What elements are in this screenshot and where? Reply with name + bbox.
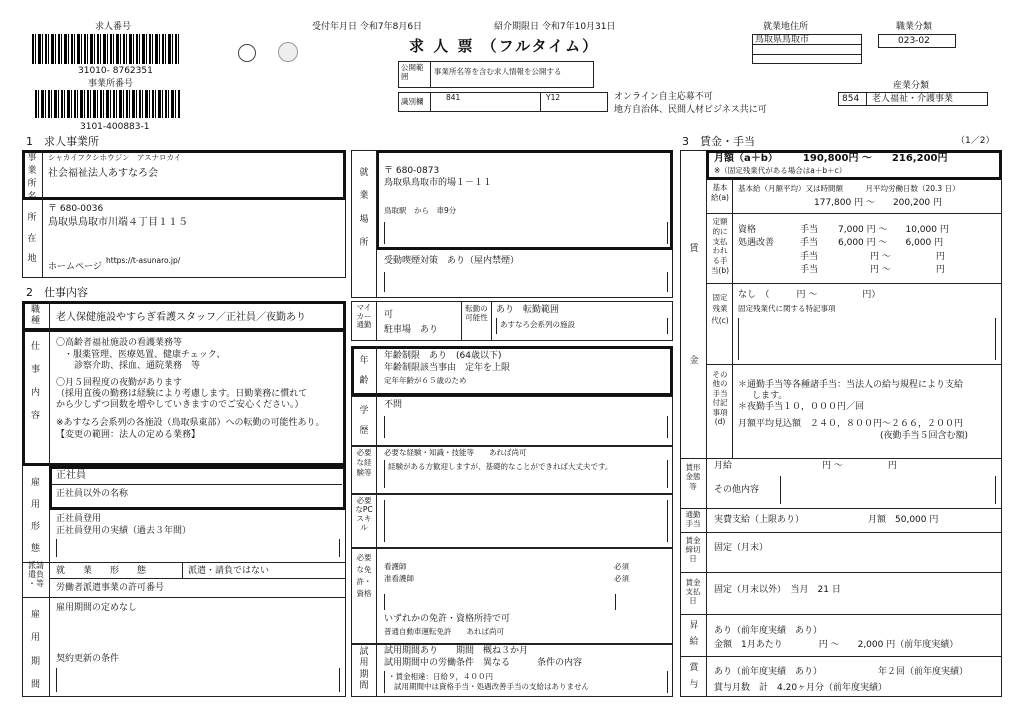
sonota-4: (夜勤手当５回含む額) <box>880 431 969 441</box>
jigyosho-bango-label: 事業所番号 <box>88 79 134 89</box>
kikan-label: 雇 用 期 間 <box>30 610 40 691</box>
teate-t-2: 手当 <box>800 238 819 248</box>
chiho-text: 地方自治体、民間人材ビジネス共に可 <box>614 105 767 115</box>
kihon-value: 177,800 円 〜 200,200 円 <box>814 198 943 208</box>
shokyu-label: 昇 給 <box>689 621 699 648</box>
age-line-1: 年齢制限 あり (64歳以下) <box>384 351 502 361</box>
shiyo-label: 試 用 期 間 <box>359 647 369 691</box>
parking: 駐車場 あり <box>384 325 439 335</box>
keiken-line-2: 経験がある方歓迎しますが、基礎的なことができれば大丈夫です。 <box>388 462 613 471</box>
kokai-value: 事業所名等を含む求人情報を公開する <box>434 67 562 76</box>
kotei: なし （ 円 〜 円） <box>738 290 881 300</box>
koshin: 契約更新の条件 <box>56 654 120 664</box>
menkyo-label: 必要な免許・資格 <box>356 553 372 598</box>
kyujin-bango-label: 求人番号 <box>95 22 132 32</box>
menkyo-name-1: 看護師 <box>384 562 407 571</box>
koyo: 正社員 <box>56 470 86 481</box>
gakureki: 不問 <box>384 400 403 410</box>
menkyo-req-1: 必須 <box>614 562 629 571</box>
barcode-icon <box>32 34 180 64</box>
kotei-label: 固定残業代(c) <box>711 293 729 325</box>
smoke: 受動喫煙対策 あり（屋内禁煙） <box>384 256 520 266</box>
age-line-2: 年齢制限該当事由 定年を上限 <box>384 363 511 373</box>
jigyosho-name: 社会福祉法人あすなろ会 <box>48 168 158 179</box>
naiyo-line-4: 〇月５回程度の夜勤があります <box>56 378 183 388</box>
tenkin-range: あすなろ会系列の施設 <box>500 320 575 329</box>
shikibetsu-1: 841 <box>446 93 461 102</box>
sangyo-code: 854 <box>842 94 860 104</box>
sec1-title: 1 求人事業所 <box>26 135 99 148</box>
shokyu-2: 金額 1月あたり 円 〜 2,000 円（前年度実績） <box>714 640 959 650</box>
naiyo-line-8: 【変更の範囲：法人の定める業務】 <box>56 430 201 440</box>
shikibetsu-label: 識別欄 <box>401 97 424 106</box>
shoyo-2: 賞与月数 計 4.20ヶ月分（前年度実績） <box>714 683 888 693</box>
sonota-1b: します。 <box>752 391 788 401</box>
hp-link[interactable]: https://t-asunaro.jp/ <box>106 256 181 265</box>
naiyo-line-3: 診察介助、採血、通院業務 等 <box>74 361 201 371</box>
sonota-label: その他の手当付記事項(d) <box>712 370 728 426</box>
jigyosho-kana: シャカイフクシホウジン アスナロカイ <box>48 153 182 162</box>
teate-v-3: 円 〜 円 <box>870 252 945 262</box>
menkyo-req-2: 必須 <box>614 574 629 583</box>
sonota-naiyo: その他内容 <box>714 485 760 495</box>
shugyo-value: 鳥取県鳥取市 <box>755 35 810 45</box>
keiken-line-1: 必要な経験・知識・技能等 あれば尚可 <box>384 448 527 457</box>
age-line-3: 定年年齢が６５歳のため <box>384 376 467 385</box>
shiyo-line-2: 試用期間中の労働条件 異なる 条件の内容 <box>384 658 583 668</box>
addr: 鳥取県鳥取市川端４丁目１１５ <box>48 217 188 228</box>
hp-label: ホームページ <box>48 262 102 272</box>
mycar-value: 可 <box>384 310 394 320</box>
keitai-label: 賃形金態等 <box>685 463 701 491</box>
tsukin-label: 通勤手当 <box>685 510 701 528</box>
tsukin: 実費支給（上限あり） <box>714 515 805 525</box>
shimekiri: 固定（月末） <box>714 543 769 553</box>
kotei-note: 固定残業代に関する特記事項 <box>738 304 836 313</box>
sec2-title: 2 仕事内容 <box>26 286 88 299</box>
page-title: 求 人 票 （フルタイム） <box>409 37 600 55</box>
shokyu-1: あり（前年度実績 あり） <box>714 626 823 636</box>
tenkin-label: 転勤の可能性 <box>465 304 488 322</box>
jigyosho-bango: 3101-400883-1 <box>80 122 150 132</box>
menkyo-name-2: 准看護師 <box>384 574 414 583</box>
teigaku-label: 定額的に支払われる手当(b) <box>710 217 730 275</box>
age-label: 年 齢 <box>359 356 369 386</box>
naiyo-line-7: ※あすなろ会系列の各施設（鳥取県東部）への転勤の可能性あり。 <box>56 418 325 428</box>
shokugyo-label: 職業分類 <box>896 22 933 32</box>
teate-name-2: 処遇改善 <box>738 238 775 248</box>
tenkin: あり 転勤範囲 <box>496 305 560 315</box>
sonota-1: ＊通勤手当等各種諸手当：当法人の給与規程により支給 <box>738 380 964 390</box>
haken-value: 派遣・請負ではない <box>188 566 270 576</box>
kin-label: 金 <box>689 356 699 366</box>
barcode-icon <box>35 90 180 118</box>
naiyo-label: 仕 事 内 容 <box>30 342 40 421</box>
online-text: オンライン自主応募不可 <box>614 92 713 102</box>
shimekiri-label: 賃金締切日 <box>685 536 701 563</box>
keiken-label: 必要な経験等 <box>356 448 372 478</box>
kihon-label: 基本給(a) <box>711 183 729 203</box>
menkyo-car: 普通自動車運転免許 あれば尚可 <box>384 627 504 636</box>
teate-v-4: 円 〜 円 <box>870 265 945 275</box>
shiharai-label: 賃金支払日 <box>685 578 701 605</box>
kikan: 雇用期間の定めなし <box>56 603 138 613</box>
koyo-label: 雇 用 形 態 <box>30 478 40 555</box>
gekkyu-range: 円 〜 円 <box>822 461 897 471</box>
mycar-label: マイカー通勤 <box>356 303 372 330</box>
teate-t-4: 手当 <box>800 265 819 275</box>
kihon-head: 基本給（月額平均）又は時間額 月平均労働日数（20.3 日） <box>738 184 960 193</box>
shiyo-line-3: ・賃金相違：日給９，４００円 <box>388 672 493 681</box>
pc-label: 必要なPCスキル <box>355 496 373 532</box>
naiyo-line-2: ・服薬管理、医療処置、健康チェック、 <box>64 350 226 360</box>
chingin-label: 賃 <box>689 244 699 254</box>
shokushu: 老人保健施設やすらぎ看護スタッフ／正社員／夜勤あり <box>56 312 306 323</box>
naiyo-line-6: から少しずつ回数を増やしていきますのでご安心ください。） <box>56 400 304 410</box>
naiyo-line-5: （採用直後の勤務は経験により考慮します。日勤業務に慣れて <box>56 389 308 399</box>
workplace-addr: 鳥取県鳥取市的場１－１１ <box>384 178 493 188</box>
sangyo-value: 老人福祉・介護事業 <box>872 94 954 104</box>
shoyo-1b: 年２回（前年度実績） <box>878 667 969 677</box>
shikibetsu-2: Y12 <box>546 93 561 102</box>
haken-label: 派請 遣負 ・等 <box>28 561 44 588</box>
kyujin-bango: 31010- 8762351 <box>78 66 153 76</box>
toyo-jisseki: 正社員登用の実績（過去３年間） <box>56 526 192 536</box>
sangyo-label: 産業分類 <box>893 81 930 91</box>
shoyo-label: 賞 与 <box>689 663 699 691</box>
teate-v-1: 7,000 円 〜 10,000 円 <box>838 225 949 235</box>
getsugaku-note: ※（固定残業代がある場合はa＋b＋c） <box>714 166 847 175</box>
teate-v-2: 6,000 円 〜 6,000 円 <box>838 238 944 248</box>
shoyo-1: あり（前年度実績 あり） <box>714 667 823 677</box>
toyo: 正社員登用 <box>56 514 102 524</box>
koyo-box <box>49 466 346 510</box>
shokushu-label: 職 種 <box>30 305 40 326</box>
addr-zip: 〒 680-0036 <box>48 204 104 214</box>
workplace-label: 就 業 場 所 <box>359 168 369 249</box>
shokai-kigen: 紹介期限日 令和7年10月31日 <box>494 22 616 32</box>
teate-name-1: 資格 <box>738 225 757 235</box>
getsugaku: 月額（a＋b） 190,800円 〜 216,200円 <box>714 153 948 164</box>
teate-t-3: 手当 <box>800 252 819 262</box>
shokugyo-value: 023-02 <box>898 36 930 46</box>
teate-t-1: 手当 <box>800 225 819 235</box>
page-number: （1／2） <box>956 136 995 146</box>
sonota-2: ＊夜勤手当１０，０００円／回 <box>738 402 865 412</box>
shiyo-line-4: 試用期間中は資格手当・処遇改善手当の支給はありません <box>394 682 589 691</box>
shiyo-line-1: 試用期間あり 期間 概ね３か月 <box>384 646 529 656</box>
globe-icon <box>278 42 298 62</box>
shugyo-keitai: 就 業 形 態 <box>56 566 147 576</box>
sonota-3: 月額平均見込額 ２４０，８００円〜２６６，２００円 <box>738 419 964 429</box>
menkyo-note: いずれかの免許・資格所持で可 <box>384 614 511 624</box>
haken-kyoka: 労働者派遣事業の許可番号 <box>56 583 165 593</box>
uketsuke-date: 受付年月日 令和7年8月6日 <box>312 22 423 32</box>
logo-icon <box>238 44 256 62</box>
name-label: 事 業 所 名 <box>27 153 37 203</box>
tsukin-amount: 月額 50,000 円 <box>868 515 939 525</box>
gakureki-label: 学 歴 <box>359 406 369 436</box>
sec3-title: 3 賃金・手当 <box>682 135 755 148</box>
workplace-access: 鳥取駅 から 車9分 <box>384 206 457 215</box>
shiharai: 固定（月末以外） 当月 21 日 <box>714 585 841 595</box>
koyo-igai: 正社員以外の名称 <box>56 489 129 499</box>
naiyo-line-1: 〇高齢者福祉施設の看護業務等 <box>56 338 183 348</box>
shugyo-label: 就業地住所 <box>763 22 809 32</box>
workplace-zip: 〒 680-0873 <box>384 166 440 176</box>
kokai-label: 公開範囲 <box>401 63 424 81</box>
gekkyu: 月給 <box>714 461 733 471</box>
addr-label: 所 在 地 <box>27 213 37 265</box>
